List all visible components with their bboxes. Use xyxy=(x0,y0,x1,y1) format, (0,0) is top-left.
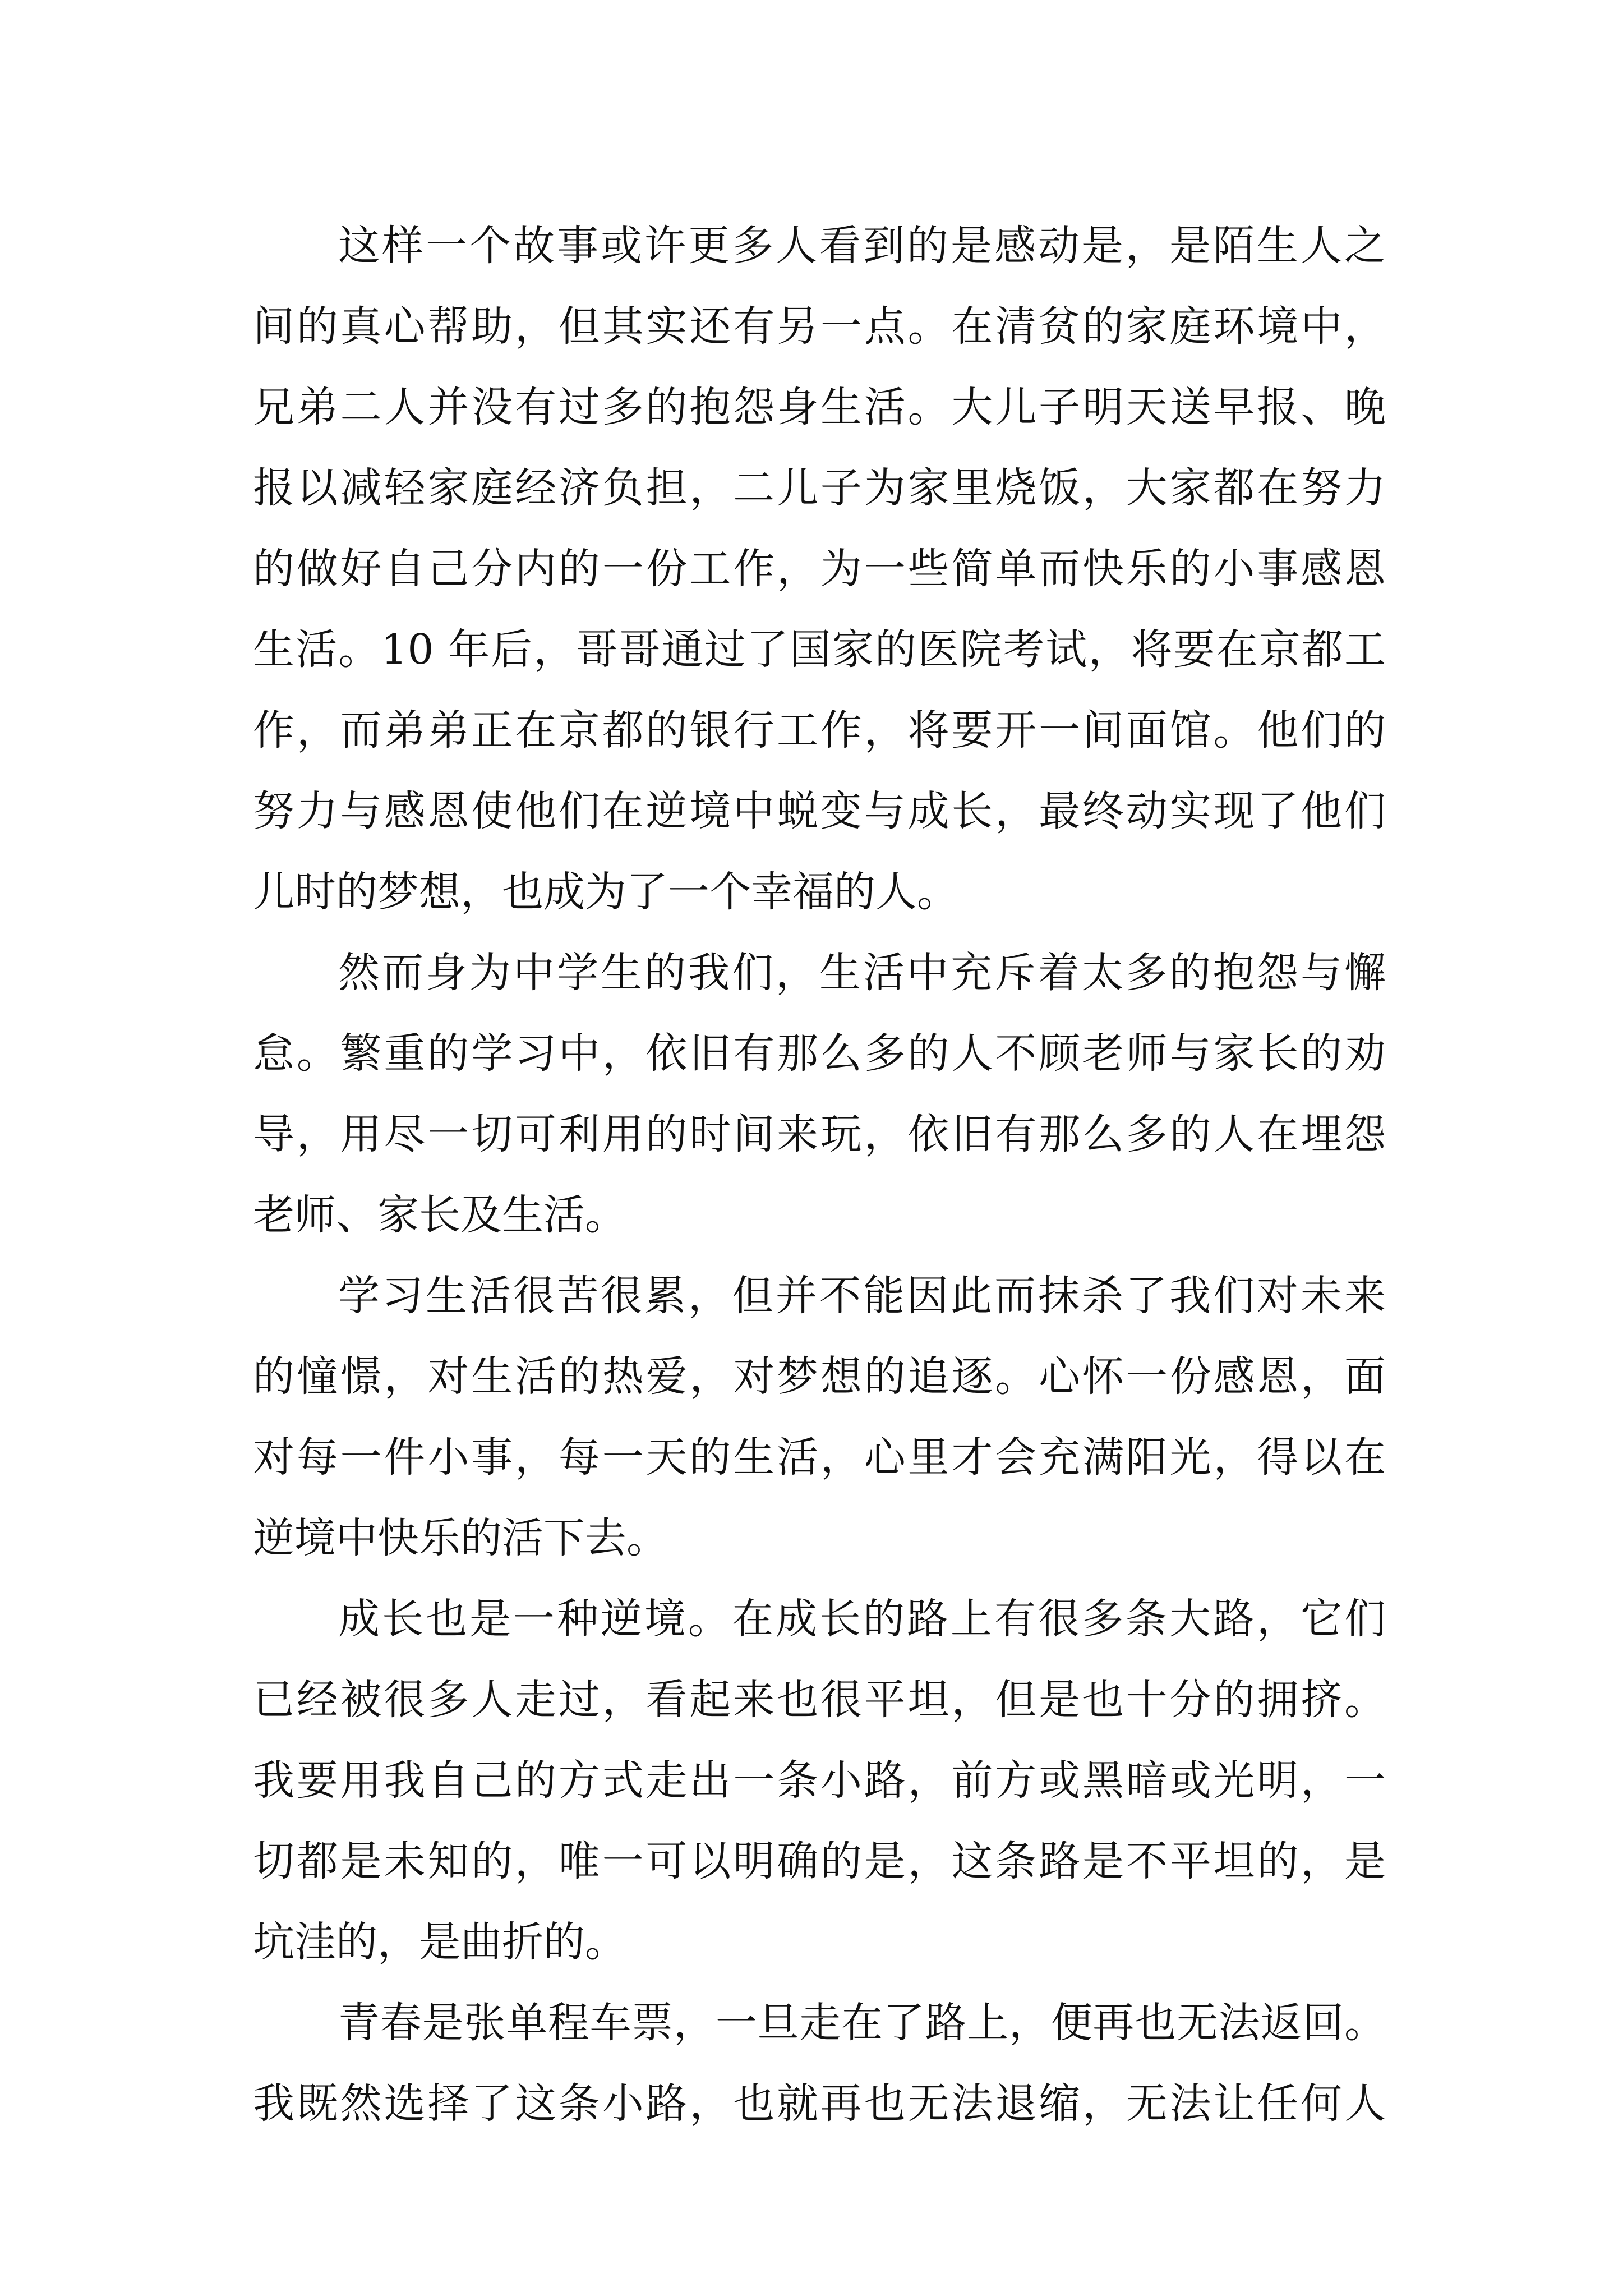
text-line: 逆境中快乐的活下去。 xyxy=(253,1514,668,1562)
body-text xyxy=(253,205,1386,2144)
paragraph xyxy=(253,205,1386,932)
text-line: 然而身为中学生的我们，生活中充斥着太多的抱怨与懈 xyxy=(338,949,1386,997)
text-line: 作，而弟弟正在京都的银行工作，将要开一间面馆。他们的 xyxy=(253,706,1386,754)
paragraph xyxy=(253,932,1386,1255)
text-line: 我既然选择了这条小路，也就再也无法退缩，无法让任何人 xyxy=(253,2079,1386,2128)
text-line: 我要用我自己的方式走出一条小路，前方或黑暗或光明，一 xyxy=(253,1756,1386,1805)
text-line: 学习生活很苦很累，但并不能因此而抹杀了我们对未来 xyxy=(338,1272,1386,1320)
text-line: 儿时的梦想，也成为了一个幸福的人。 xyxy=(253,868,958,916)
text-line: 老师、家长及生活。 xyxy=(253,1191,626,1239)
text-line: 的憧憬，对生活的热爱，对梦想的追逐。心怀一份感恩，面 xyxy=(253,1352,1386,1401)
text-line: 青春是张单程车票，一旦走在了路上，便再也无法返回。 xyxy=(338,1999,1386,2047)
text-line: 已经被很多人走过，看起来也很平坦，但是也十分的拥挤。 xyxy=(253,1676,1386,1724)
paragraph xyxy=(253,1255,1386,1579)
text-line: 努力与感恩使他们在逆境中蜕变与成长，最终动实现了他们 xyxy=(253,787,1386,835)
text-line: 坑洼的，是曲折的。 xyxy=(253,1918,626,1966)
text-line: 的做好自己分内的一份工作，为一些简单而快乐的小事感恩 xyxy=(253,545,1386,593)
text-line: 生活。10 年后，哥哥通过了国家的医院考试，将要在京都工 xyxy=(253,625,1386,674)
text-line: 导，用尽一切可利用的时间来玩，依旧有那么多的人在埋怨 xyxy=(253,1110,1386,1158)
text-line: 切都是未知的，唯一可以明确的是，这条路是不平坦的，是 xyxy=(253,1837,1386,1885)
text-line: 间的真心帮助，但其实还有另一点。在清贫的家庭环境中， xyxy=(253,302,1386,351)
text-line: 兄弟二人并没有过多的抱怨身生活。大儿子明天送早报、晚 xyxy=(253,383,1386,431)
paragraph xyxy=(253,1982,1386,2144)
text-line: 对每一件小事，每一天的生活，心里才会充满阳光，得以在 xyxy=(253,1433,1386,1481)
text-line: 怠。繁重的学习中，依旧有那么多的人不顾老师与家长的劝 xyxy=(253,1029,1386,1078)
paragraph xyxy=(253,1579,1386,1982)
text-line: 这样一个故事或许更多人看到的是感动是，是陌生人之 xyxy=(338,222,1386,270)
text-line: 成长也是一种逆境。在成长的路上有很多条大路，它们 xyxy=(338,1595,1386,1643)
text-line: 报以减轻家庭经济负担，二儿子为家里烧饭，大家都在努力 xyxy=(253,464,1386,512)
